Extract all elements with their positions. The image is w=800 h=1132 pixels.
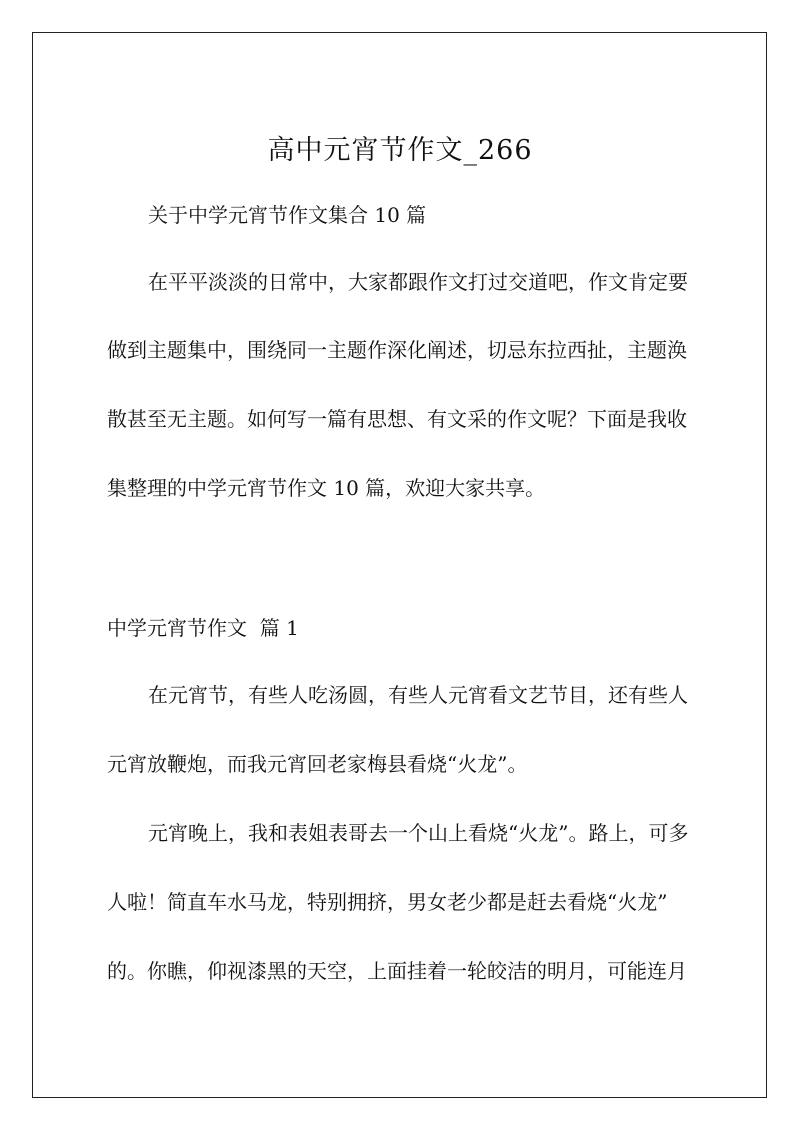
intro-heading: 关于中学元宵节作文集合 10 篇 [148, 203, 427, 227]
section1-para1-line-1: 在元宵节，有些人吃汤圆，有些人元宵看文艺节目，还有些人 [148, 683, 688, 707]
intro-line-1: 在平平淡淡的日常中，大家都跟作文打过交道吧，作文肯定要 [148, 270, 688, 294]
page-border [32, 32, 767, 1098]
section1-heading: 中学元宵节作文 篇 1 [107, 616, 299, 640]
intro-line-3: 散甚至无主题。如何写一篇有思想、有文采的作文呢？下面是我收 [107, 407, 687, 431]
intro-line-2: 做到主题集中，围绕同一主题作深化阐述，切忌东拉西扯，主题涣 [107, 338, 687, 362]
section1-para1-line-2: 元宵放鞭炮，而我元宵回老家梅县看烧“火龙”。 [107, 752, 528, 776]
document-title: 高中元宵节作文_266 [267, 135, 533, 166]
section1-para2-line-3: 的。你瞧，仰视漆黑的天空，上面挂着一轮皎洁的明月，可能连月 [107, 959, 687, 983]
intro-line-4: 集整理的中学元宵节作文 10 篇，欢迎大家共享。 [107, 476, 546, 500]
section1-para2-line-1: 元宵晚上，我和表姐表哥去一个山上看烧“火龙”。路上，可多 [148, 821, 689, 845]
section1-para2-line-2: 人啦！简直车水马龙，特别拥挤，男女老少都是赶去看烧“火龙” [107, 890, 668, 914]
